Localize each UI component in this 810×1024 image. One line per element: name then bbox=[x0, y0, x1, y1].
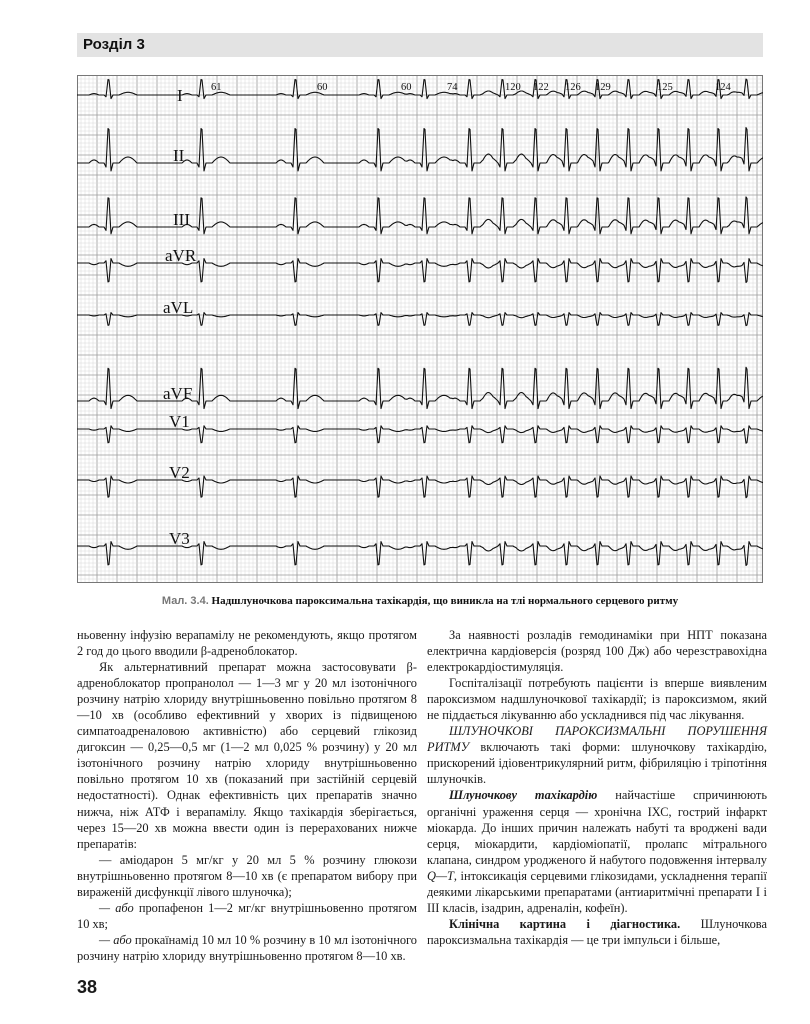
ecg-figure bbox=[77, 75, 763, 583]
rate-label: 61 bbox=[211, 82, 222, 93]
lead-label-III: III bbox=[173, 210, 190, 229]
rate-label: 124 bbox=[715, 82, 731, 93]
list-item-text: пропафенон 1—2 мг/кг внутрішньовенно протягом 10 хв; bbox=[77, 900, 417, 931]
lead-label-aVR: aVR bbox=[165, 246, 197, 265]
term-heading: Шлуночкову тахікардію bbox=[449, 788, 598, 803]
list-item-emphasis: — або bbox=[99, 900, 134, 915]
rate-label: 60 bbox=[401, 82, 412, 93]
paragraph bbox=[427, 916, 767, 948]
subsection-heading: Клінічна картина і діагностика. bbox=[449, 916, 681, 931]
list-item-emphasis: — або bbox=[99, 932, 132, 947]
paragraph: За наявності розладів гемодинаміки при НПТ показана електрична кардіоверсія (розряд 100 Дж) або черезстравохідна електрокардіостимуляція. bbox=[427, 628, 767, 675]
rate-label: 60 bbox=[317, 82, 328, 93]
rate-label: 129 bbox=[595, 82, 611, 93]
paragraph: ньовенну інфузію верапамілу не рекомендують, якщо протягом 2 год до цього вводили β-адреноблокатор. bbox=[77, 628, 417, 659]
lead-label-I: I bbox=[177, 86, 183, 105]
ecg-svg bbox=[77, 75, 763, 583]
chapter-title: Розділ 3 bbox=[83, 36, 145, 53]
right-column bbox=[427, 627, 767, 948]
lead-label-V1: V1 bbox=[169, 412, 190, 431]
qt-interval: Q—T bbox=[427, 868, 454, 883]
rate-label: 126 bbox=[565, 82, 581, 93]
paragraph-text: , інтоксикація серцевими глікозидами, ускладнення терапії деякими лікарськими препаратами (антиаритмічні препарати І і ІІІ класів, ізадрин, адреналін, кофеїн). bbox=[427, 868, 767, 915]
chapter-header bbox=[77, 33, 763, 57]
page-number: 38 bbox=[77, 977, 98, 997]
section-heading: ШЛУНОЧКОВІ ПАРОКСИЗМАЛЬНІ ПОРУШЕННЯ РИТМУ bbox=[427, 724, 767, 755]
paragraph-text: найчастіше спричинюють органічні ураження серця — хронічна ІХС, гострий інфаркт міокарда. До інших причин належать набуті та вроджені вади серця, міокардити, кардіоміопатії, пролапс мітрального клапана, синдром уродженого й набутого подовження інтервалу bbox=[427, 788, 767, 867]
paragraph: Госпіталізації потребують пацієнти із вперше виявленим пароксизмом надшлуночкової тахікардії; із пароксизмом, який не піддається лікуванню або ускладнився під час лікування. bbox=[427, 676, 767, 723]
list-item bbox=[77, 900, 417, 932]
paragraph-text: Шлуночкова пароксизмальна тахікардія — це три імпульси і більше, bbox=[427, 916, 767, 947]
lead-label-II: II bbox=[173, 146, 185, 165]
lead-label-aVF: aVF bbox=[163, 384, 193, 403]
rate-label: 122 bbox=[533, 82, 549, 93]
left-column bbox=[77, 627, 417, 964]
figure-caption bbox=[77, 594, 763, 608]
list-item: — аміодарон 5 мг/кг у 20 мл 5 % розчину глюкози внутрішньовенно протягом 8—10 хв (є препаратом вибору при вираженій дисфункції лівого шлуночка); bbox=[77, 852, 417, 899]
paragraph: Як альтернативний препарат можна застосовувати β-адреноблокатор пропранолол — 1—3 мг у 20 мл ізотонічного розчину натрію хлориду внутрішньовенно повільно протягом 8—10 хв (особливо ефективний у хворих із підвищеною симпатоадреналовою активністю) або серцевий глікозид дигоксин — 0,25—0,5 мг (1—2 мл 0,025 % розчину) у 20 мл ізотонічного розчину натрію хлориду внутрішньовенно повільно протягом 10 хв (показаний при застійній серцевій недостатності). Однак ефективність цих препаратів значно нижча, ніж АТФ і верапамілу. Якщо тахікардія зберігається, через 15—20 хв можна ввести один із перерахованих нижче препаратів: bbox=[77, 660, 417, 851]
rate-label: 120 bbox=[505, 82, 521, 93]
rate-label: 74 bbox=[447, 82, 458, 93]
paragraph-text: включають такі форми: шлуночкову тахікардію, прискорений ідіовентрикулярний ритм, фібриляцію і тріпотіння шлуночків. bbox=[427, 740, 767, 787]
rate-label: 125 bbox=[657, 82, 673, 93]
paragraph bbox=[427, 723, 767, 787]
list-item bbox=[77, 932, 417, 964]
lead-label-V2: V2 bbox=[169, 463, 190, 482]
paragraph bbox=[427, 787, 767, 915]
lead-label-aVL: aVL bbox=[163, 298, 194, 317]
list-item-text: прокаїнамід 10 мл 10 % розчину в 10 мл ізотонічного розчину натрію хлориду внутрішньовенно протягом 8—10 хв. bbox=[77, 932, 417, 963]
lead-label-V3: V3 bbox=[169, 529, 190, 548]
figure-label: Мал. 3.4. bbox=[161, 595, 209, 607]
figure-caption-text: Надшлуночкова пароксимальна тахікардія, що виникла на тлі нормального серцевого ритму bbox=[211, 595, 679, 607]
